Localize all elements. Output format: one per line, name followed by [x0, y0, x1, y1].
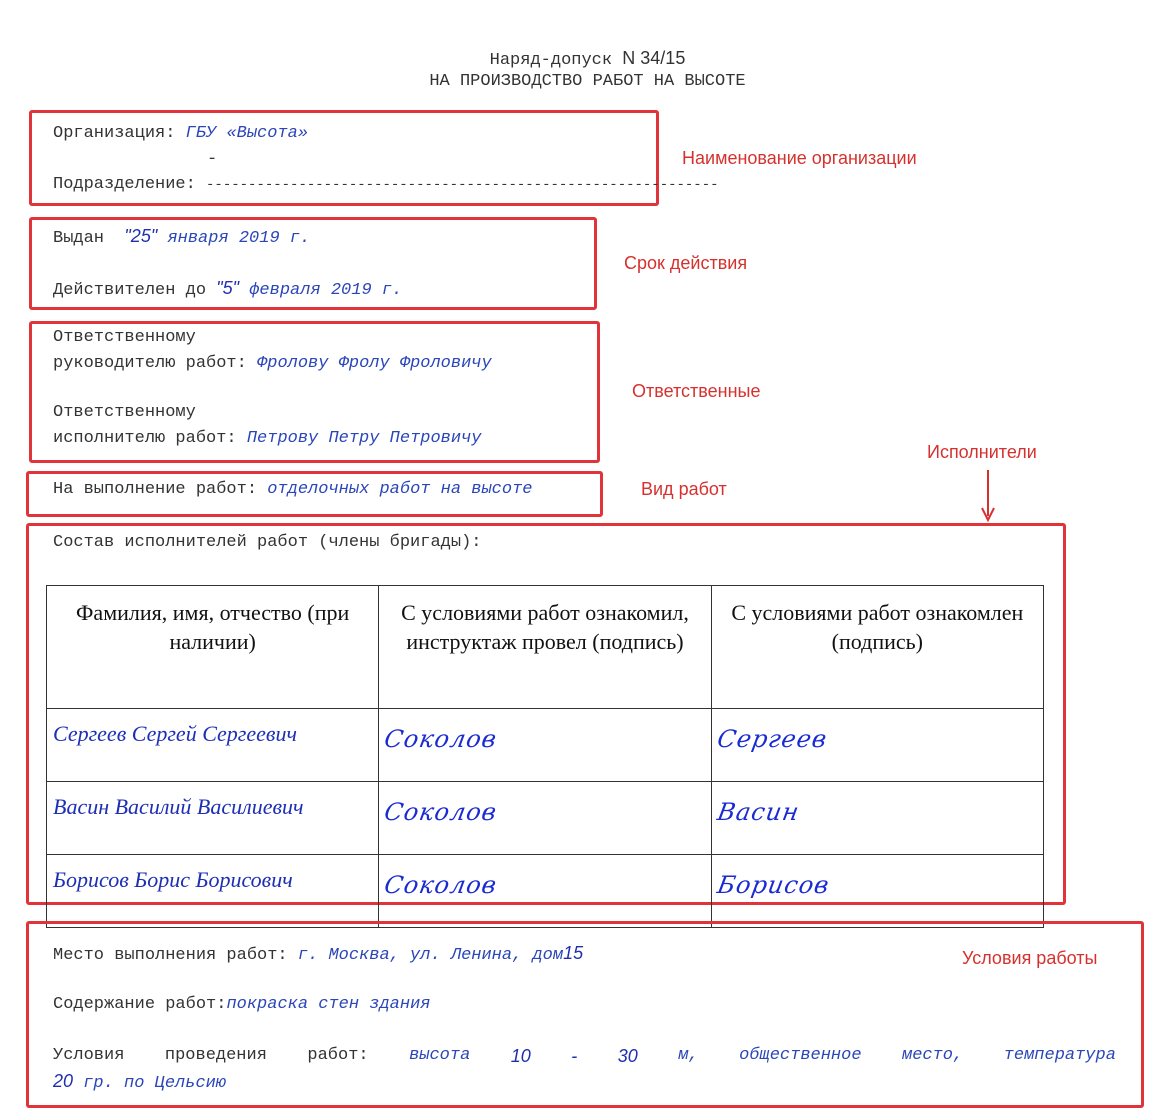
manager-label-2: руководителю работ: — [53, 354, 247, 373]
place-number: 15 — [563, 943, 584, 963]
division-value: ------------------------------------------------------------- — [206, 177, 719, 193]
cond-word: - — [571, 1046, 578, 1066]
cond-word: м, — [678, 1046, 699, 1065]
manager-label-1: Ответственному — [53, 328, 196, 347]
document-title — [0, 48, 1175, 70]
title-number: N 34/15 — [622, 48, 686, 68]
annotation-responsible: Ответственные — [632, 381, 761, 401]
table-row — [47, 855, 1044, 928]
column-header-worker: С условиями работ ознакомлен (подпись) — [711, 586, 1043, 709]
place-value: г. Москва, ул. Ленина, дом — [297, 946, 564, 965]
executor-line — [53, 429, 481, 448]
document-subtitle: НА ПРОИЗВОДСТВО РАБОТ НА ВЫСОТЕ — [429, 72, 746, 91]
valid-until-day: "5" — [216, 278, 240, 298]
cond-word: 10 — [510, 1046, 531, 1066]
work-type-value: отделочных работ на высоте — [267, 480, 533, 499]
cond-word: проведения — [164, 1046, 267, 1065]
conditions-line-1 — [53, 1046, 1116, 1067]
cond-word: место, — [902, 1046, 964, 1065]
crew-table — [46, 585, 1044, 928]
manager-value: Фролову Фролу Фроловичу — [257, 354, 492, 373]
crew-member-name: Васин Василий Василиевич — [53, 794, 304, 819]
annotation-work-type: Вид работ — [641, 479, 727, 499]
executor-value: Петрову Петру Петровичу — [246, 429, 482, 448]
annotation-conditions: Условия работы — [962, 948, 1098, 968]
annotation-crew: Исполнители — [927, 442, 1037, 462]
instructor-signature: Соколов — [382, 725, 500, 753]
cond-word: работ: — [307, 1046, 369, 1065]
column-header-instructor: С условиями работ ознакомил, инструктаж провел (подпись) — [379, 586, 711, 709]
issued-label: Выдан — [53, 229, 105, 248]
title-prefix: Наряд-допуск — [489, 51, 613, 70]
division-label: Подразделение: — [53, 175, 196, 194]
worker-signature: Васин — [714, 798, 802, 826]
worker-signature: Борисов — [714, 871, 832, 899]
temperature-value: 20 — [53, 1071, 74, 1091]
arrow-down-icon — [978, 468, 998, 524]
organization-dash: - — [207, 150, 218, 169]
instructor-signature: Соколов — [382, 798, 500, 826]
annotation-validity: Срок действия — [624, 253, 748, 273]
place-label: Место выполнения работ: — [53, 946, 288, 965]
column-header-name: Фамилия, имя, отчество (при наличии) — [47, 586, 379, 709]
content-value: покраска стен здания — [226, 995, 431, 1014]
cond-word: температура — [1003, 1046, 1116, 1065]
issued-line — [53, 226, 310, 248]
division-line — [53, 175, 719, 194]
cond-word: Условия — [53, 1046, 125, 1065]
temperature-unit: гр. по Цельсию — [83, 1074, 227, 1093]
manager-line — [53, 354, 492, 373]
executor-label-1: Ответственному — [53, 403, 196, 422]
cond-word: высота — [409, 1046, 471, 1065]
issued-month: января 2019 г. — [167, 229, 311, 248]
executor-label-2: исполнителю работ: — [53, 429, 237, 448]
crew-member-name: Сергеев Сергей Сергеевич — [53, 721, 297, 746]
annotation-organization: Наименование организации — [682, 148, 917, 168]
work-type-label: На выполнение работ: — [53, 480, 258, 499]
table-row — [47, 782, 1044, 855]
content-line — [53, 995, 430, 1014]
place-line — [53, 943, 583, 965]
organization-label: Организация: — [53, 124, 176, 143]
crew-member-name: Борисов Борис Борисович — [53, 867, 293, 892]
cond-word: 30 — [617, 1046, 638, 1066]
organization-line — [53, 124, 308, 143]
valid-until-label: Действителен до — [53, 281, 207, 300]
issued-day: "25" — [124, 226, 158, 246]
work-type-line — [53, 480, 533, 499]
valid-until-line — [53, 278, 402, 300]
instructor-signature: Соколов — [382, 871, 500, 899]
organization-value: ГБУ «Высота» — [185, 124, 309, 143]
valid-until-month: февраля 2019 г. — [249, 281, 403, 300]
worker-signature: Сергеев — [714, 725, 830, 753]
content-label: Содержание работ: — [53, 995, 227, 1014]
conditions-line-2 — [53, 1071, 226, 1093]
crew-label: Состав исполнителей работ (члены бригады): — [53, 533, 482, 552]
table-row — [47, 709, 1044, 782]
cond-word: общественное — [739, 1046, 862, 1065]
crew-table-header — [47, 586, 1044, 709]
